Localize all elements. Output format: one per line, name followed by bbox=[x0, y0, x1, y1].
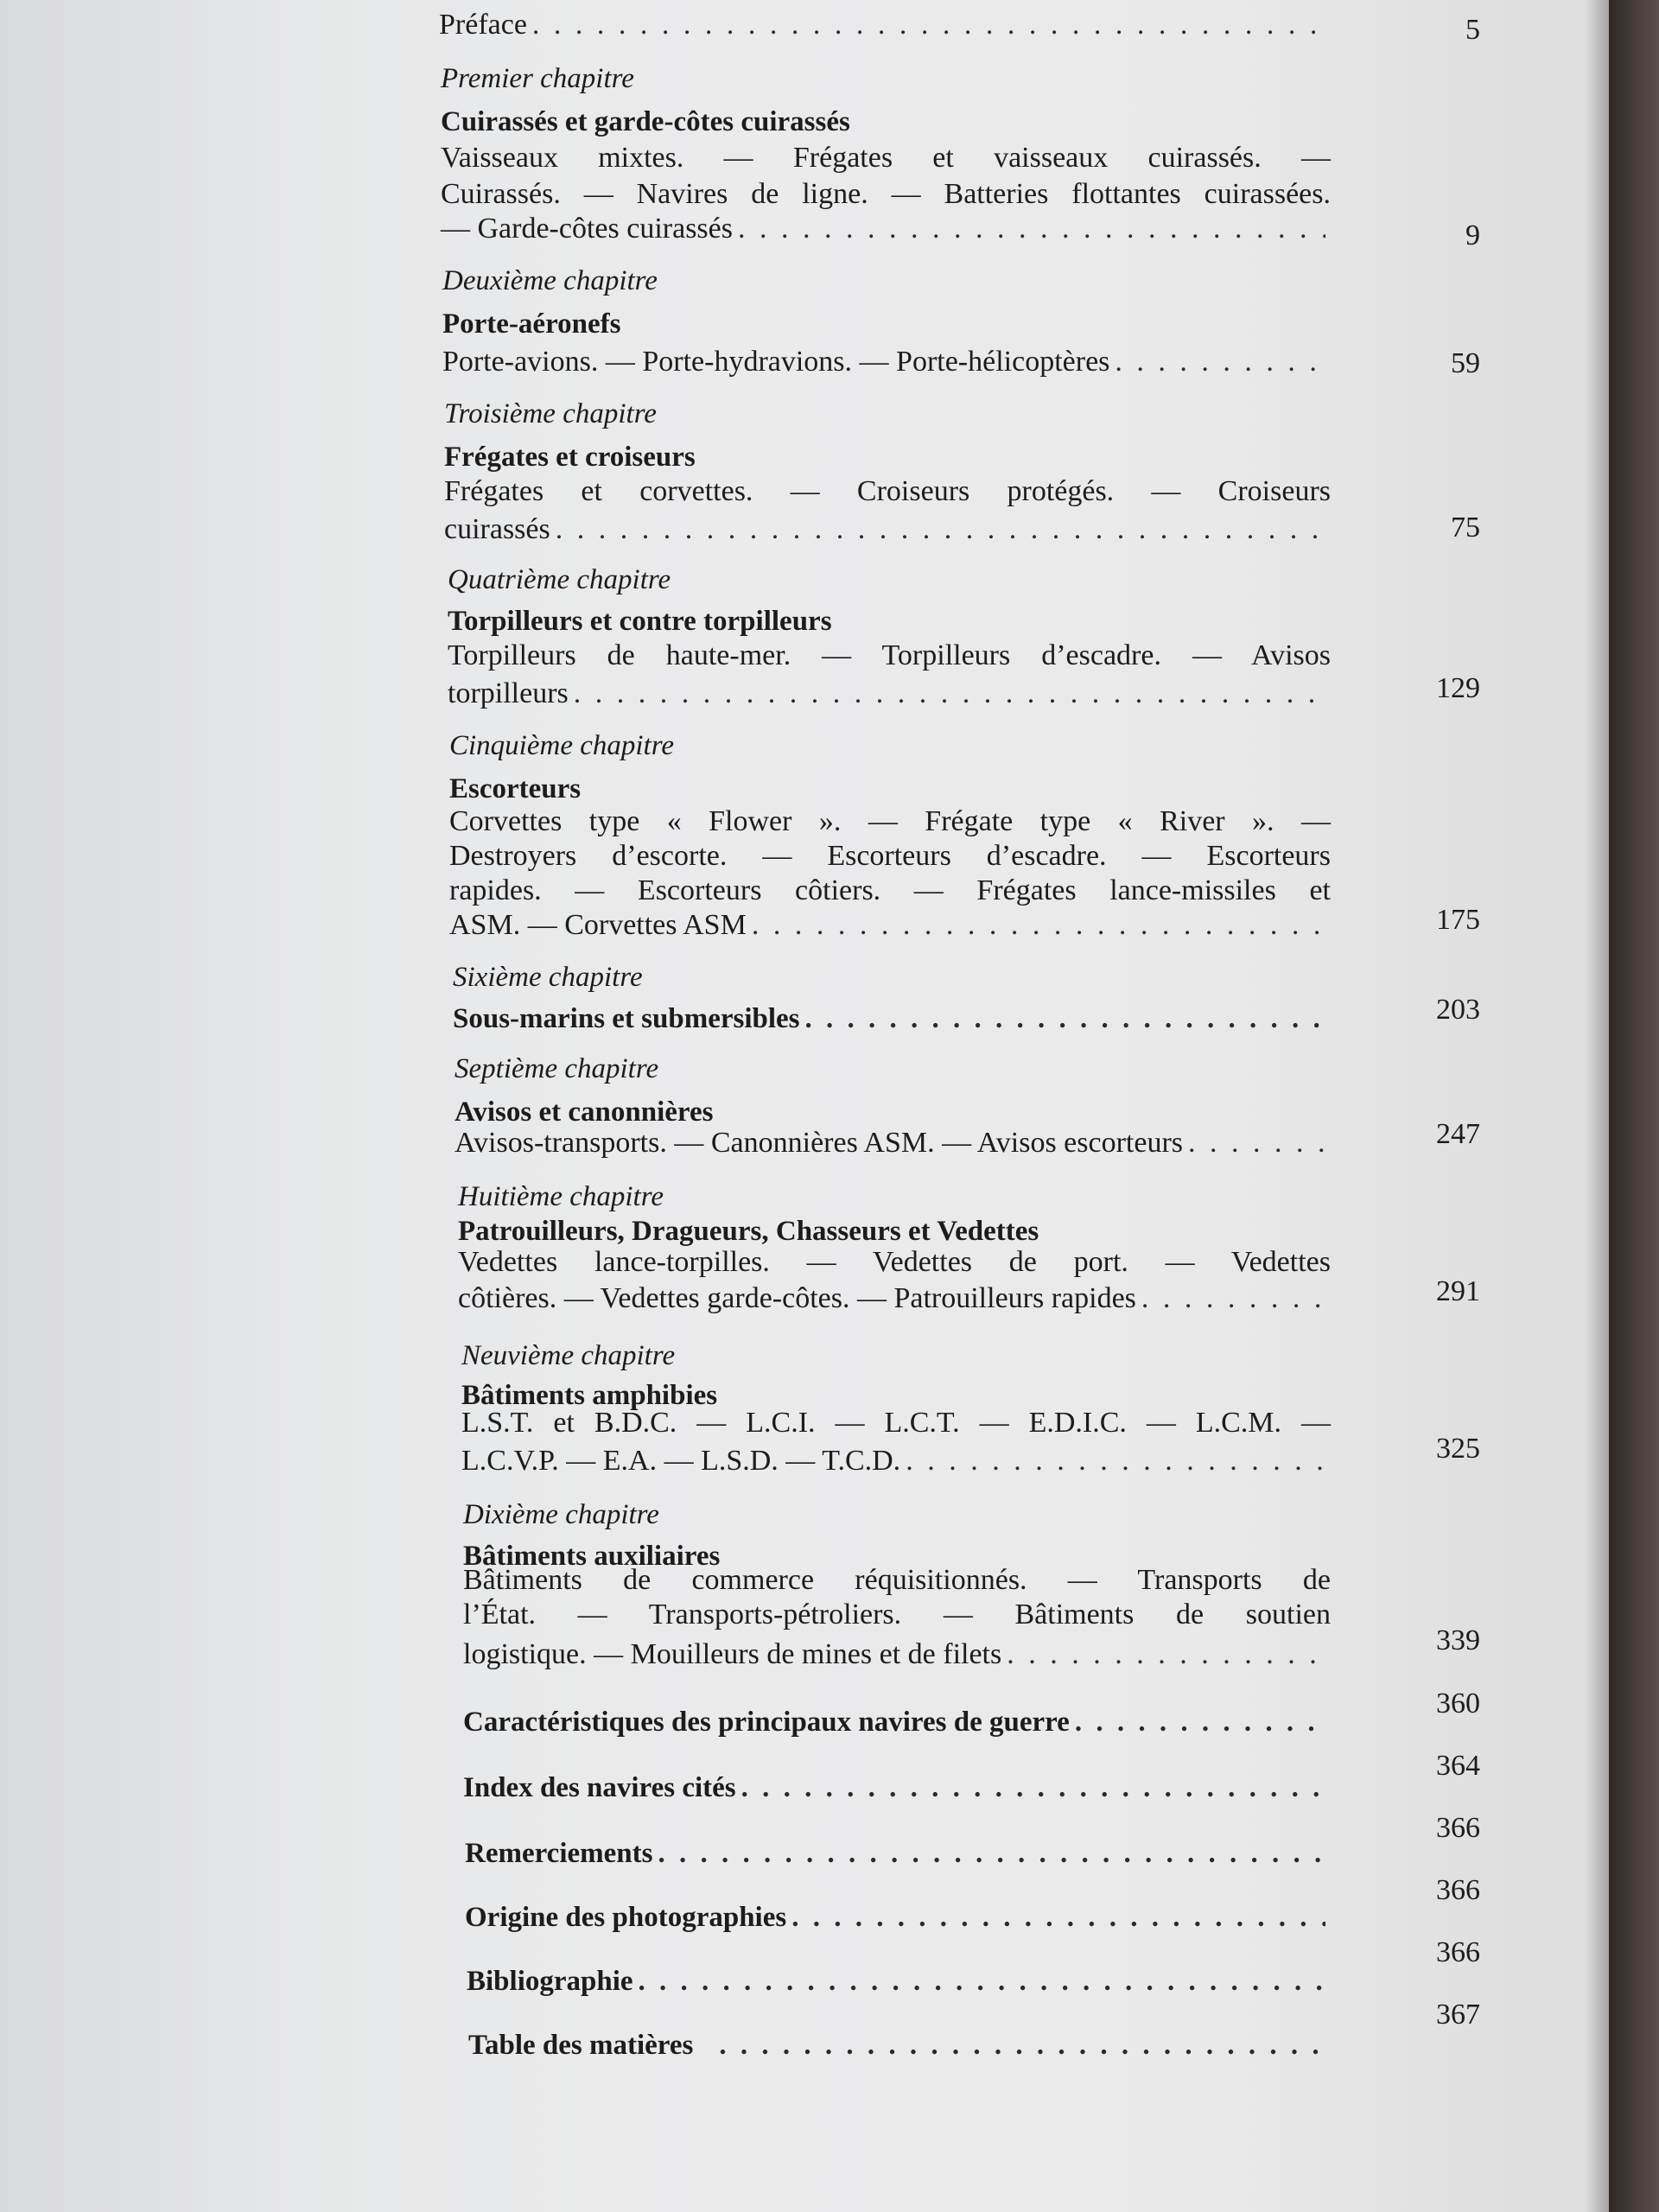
dot-leader bbox=[556, 512, 1325, 548]
chapter-label: Cinquième chapitre bbox=[449, 730, 674, 761]
toc-entry-appendix: Origine des photographies . . . bbox=[465, 1899, 1331, 1936]
chapter-description-line: L.S.T. et B.D.C. — L.C.I. — L.C.T. — E.D.I.C. — L.C.M. — bbox=[461, 1407, 1331, 1439]
chapter-description-last-line: torpilleurs . . . bbox=[448, 676, 1331, 712]
page-number: 175 bbox=[1436, 904, 1480, 936]
chapter-description-last-line: — Garde-côtes cuirassés . . . bbox=[441, 211, 1331, 247]
chapter-label: Premier chapitre bbox=[441, 63, 634, 94]
chapter-description-last-line: ASM. — Corvettes ASM . . . bbox=[449, 907, 1331, 944]
page-number: 75 bbox=[1451, 512, 1480, 543]
dot-leader bbox=[532, 7, 1324, 43]
dot-leader bbox=[1141, 1281, 1325, 1317]
dot-leader bbox=[805, 1001, 1325, 1037]
chapter-title: Avisos et canonnières bbox=[454, 1096, 714, 1128]
chapter-title: Escorteurs bbox=[449, 773, 582, 804]
page-number: 247 bbox=[1436, 1118, 1480, 1150]
entry-label: Préface bbox=[439, 9, 527, 41]
toc-entry-preface bbox=[439, 7, 1329, 43]
page-number: 291 bbox=[1436, 1275, 1480, 1307]
chapter-description-line: Vedettes lance-torpilles. — Vedettes de port. — Vedettes bbox=[458, 1246, 1331, 1278]
toc-entry-appendix: Caractéristiques des principaux navires de guerre . . . bbox=[463, 1704, 1331, 1740]
chapter-title: Patrouilleurs, Dragueurs, Chasseurs et Vedettes bbox=[458, 1216, 1039, 1247]
chapter-description-line: l’État. — Transports-pétroliers. — Bâtiments de soutien bbox=[463, 1599, 1331, 1630]
dot-leader bbox=[1075, 1704, 1325, 1740]
dot-leader bbox=[752, 907, 1325, 944]
dot-leader bbox=[906, 1443, 1325, 1479]
chapter-label: Sixième chapitre bbox=[453, 962, 643, 993]
dot-leader bbox=[741, 1770, 1325, 1806]
page-number: 325 bbox=[1436, 1433, 1480, 1465]
dot-leader bbox=[791, 1899, 1325, 1936]
page-number: 366 bbox=[1436, 1874, 1480, 1906]
page-number: 366 bbox=[1436, 1936, 1480, 1968]
chapter-description-line: Bâtiments de commerce réquisitionnés. — Transports de bbox=[463, 1564, 1331, 1596]
page-number: 339 bbox=[1436, 1624, 1480, 1656]
chapter-description-line: Cuirassés. — Navires de ligne. — Batteries flottantes cuirassées. bbox=[441, 178, 1331, 210]
chapter-title: Torpilleurs et contre torpilleurs bbox=[448, 606, 832, 637]
chapter-label: Troisième chapitre bbox=[444, 398, 657, 429]
chapter-title: Sous-marins et submersibles . . . bbox=[453, 1001, 1331, 1037]
chapter-label: Septième chapitre bbox=[454, 1053, 659, 1084]
page-number: 129 bbox=[1436, 672, 1480, 704]
chapter-description-line: rapides. — Escorteurs côtiers. — Frégates lance-missiles et bbox=[449, 874, 1331, 906]
dot-leader bbox=[574, 676, 1325, 712]
chapter-description-line: Destroyers d’escorte. — Escorteurs d’escadre. — Escorteurs bbox=[449, 840, 1331, 872]
dot-leader bbox=[719, 2027, 1325, 2063]
toc-entry-appendix: Index des navires cités . . . bbox=[463, 1770, 1331, 1806]
chapter-description-last-line: Avisos-transports. — Canonnières ASM. — Avisos escorteurs . . . bbox=[454, 1125, 1331, 1161]
chapter-title: Porte-aéronefs bbox=[442, 308, 621, 340]
chapter-description-line: Torpilleurs de haute-mer. — Torpilleurs d’escadre. — Avisos bbox=[448, 639, 1331, 671]
page-number: 366 bbox=[1436, 1812, 1480, 1844]
page-number: 203 bbox=[1436, 994, 1480, 1026]
page-number: 59 bbox=[1451, 347, 1480, 379]
book-spine bbox=[1609, 0, 1659, 2212]
dot-leader bbox=[1188, 1125, 1325, 1161]
dot-leader bbox=[738, 211, 1325, 247]
chapter-label: Quatrième chapitre bbox=[448, 564, 671, 595]
toc-entry-appendix: Table des matières . . . bbox=[468, 2027, 1331, 2063]
dot-leader bbox=[1007, 1637, 1325, 1673]
chapter-title: Cuirassés et garde-côtes cuirassés bbox=[441, 106, 850, 137]
chapter-label: Deuxième chapitre bbox=[442, 265, 658, 296]
chapter-description-last-line: Porte-avions. — Porte-hydravions. — Porte-hélicoptères . . . bbox=[442, 344, 1331, 380]
page-number: 5 bbox=[1465, 14, 1480, 46]
chapter-label: Dixième chapitre bbox=[463, 1499, 659, 1530]
chapter-title: Bâtiments amphibies bbox=[461, 1380, 718, 1411]
chapter-description-line: Vaisseaux mixtes. — Frégates et vaisseaux cuirassés. — bbox=[441, 142, 1331, 174]
chapter-description-line: Frégates et corvettes. — Croiseurs protégés. — Croiseurs bbox=[444, 475, 1331, 507]
dot-leader bbox=[1115, 344, 1325, 380]
dot-leader bbox=[639, 1963, 1325, 1999]
chapter-description-last-line: cuirassés . . . bbox=[444, 512, 1331, 548]
chapter-description-line: Corvettes type « Flower ». — Frégate type « River ». — bbox=[449, 805, 1331, 837]
chapter-label: Neuvième chapitre bbox=[461, 1340, 676, 1371]
chapter-description-last-line: L.C.V.P. — E.A. — L.S.D. — T.C.D. . . . bbox=[461, 1443, 1331, 1479]
chapter-title: Bâtiments auxiliaires bbox=[463, 1541, 721, 1572]
page-number: 364 bbox=[1436, 1750, 1480, 1782]
toc-entry-appendix: Remerciements . . . bbox=[465, 1835, 1331, 1872]
chapter-description-last-line: côtières. — Vedettes garde-côtes. — Patrouilleurs rapides . . . bbox=[458, 1281, 1331, 1317]
chapter-title: Frégates et croiseurs bbox=[444, 442, 696, 473]
dot-leader bbox=[658, 1835, 1325, 1872]
chapter-label: Huitième chapitre bbox=[458, 1181, 664, 1212]
page-number: 360 bbox=[1436, 1688, 1480, 1719]
page-number: 9 bbox=[1465, 219, 1480, 251]
page-number: 367 bbox=[1436, 1999, 1480, 2031]
toc-entry-appendix: Bibliographie . . . bbox=[467, 1963, 1331, 1999]
chapter-description-last-line: logistique. — Mouilleurs de mines et de filets . . . bbox=[463, 1637, 1331, 1673]
